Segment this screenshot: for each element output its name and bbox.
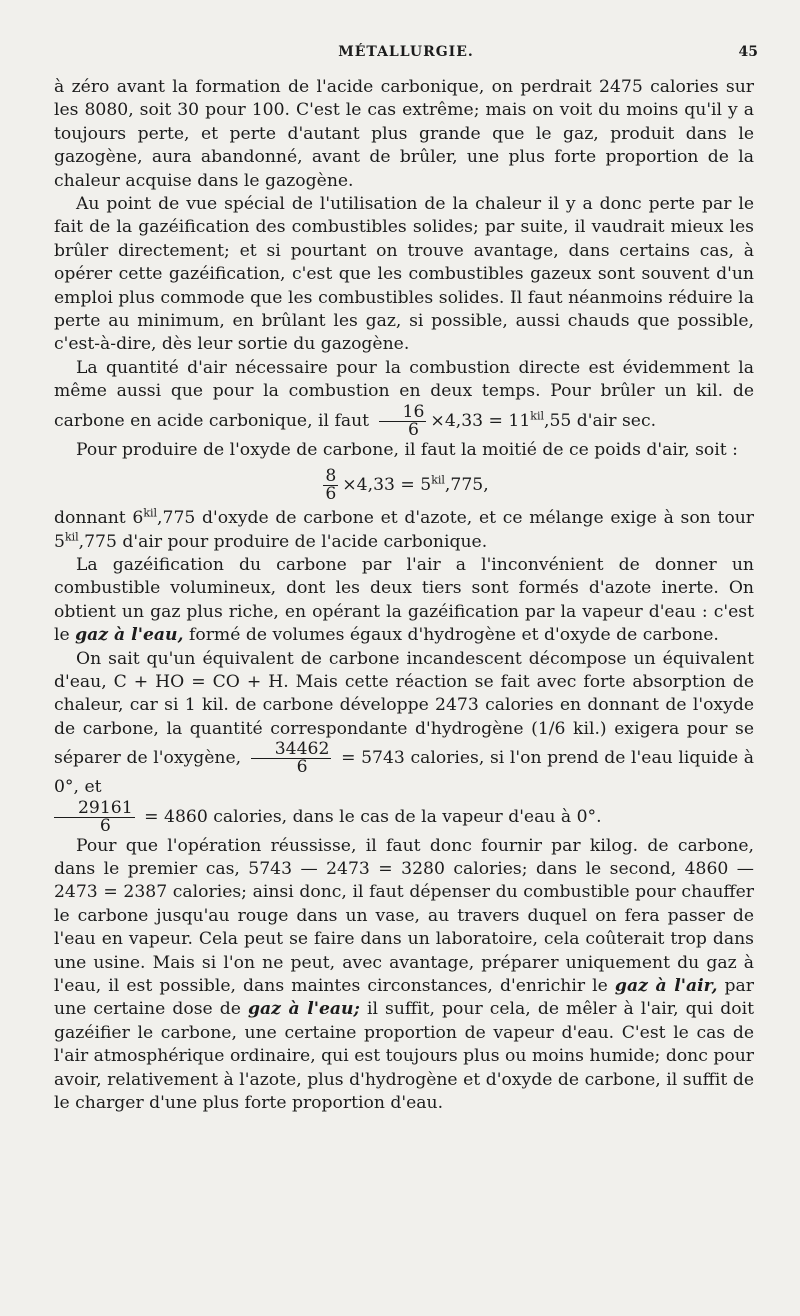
unit-sup: kil	[530, 408, 544, 422]
fraction-8-6	[323, 468, 338, 503]
paragraph-2: Au point de vue spécial de l'utilisation de la chaleur il y a donc perte par le fait de la gazéification des combustibles solides; par suite, il vaudrait mieux les brûler directement; et si pourtant on trouve avantage, dans certains cas, à opérer cette gazéification, c'est que les combustibles gazeux sont souvent d'un emploi plus commode que les combustibles solides. Il faut néanmoins réduire la perte au minimum, en brûlant les gaz, si possible, aussi chauds que possible, c'est-à-dire, dès leur sortie du gazogène.	[54, 194, 754, 355]
paragraph-8	[54, 835, 754, 1116]
unit-sup: kil	[143, 506, 158, 520]
p7-text-b: = 5743 calories, si l'on prend de l'eau liquide à 0°, et	[54, 748, 754, 798]
unit-sup: kil	[431, 473, 445, 487]
frac-numerator: 16	[379, 404, 427, 422]
formula-line-4	[54, 468, 754, 503]
fraction-16-6	[379, 401, 427, 440]
frac-denominator: 6	[408, 419, 419, 440]
p8-text-b: par une certaine dose de	[54, 976, 755, 1020]
gaz-a-l-eau-term-2: gaz à l'eau;	[247, 999, 360, 1020]
p6-text-b: formé de volumes égaux d'hydrogène et d'oxyde de carbone.	[188, 625, 719, 646]
p8-text-a: Pour que l'opération réussisse, il faut donc fournir par kilog. de carbone, dans le premier cas, 5743 — 2473 = 3280 calories; dans le second, 4860 — 2473 = 2387 calories; ainsi donc, il faut dépenser du combustible pour chauffer le carbone jusqu'au rouge dans un vase, au travers duquel on fera passer de l'eau en vapeur. Cela peut se faire dans un laboratoire, cela coûterait trop dans une usine. Mais si l'on ne peut, avec avantage, préparer uniquement du gaz à l'eau, il est possible, dans maintes circonstances, d'enrichir le	[54, 835, 754, 996]
p6-text-a: La gazéification du carbone par l'air a l'inconvénient de donner un combustible volumineux, dont les deux tiers sont formés d'azote inerte. On obtient un gaz plus riche, en opérant la gazéification par la vapeur d'eau : c'est le	[54, 554, 754, 646]
frac-denominator: 6	[296, 757, 308, 778]
paragraph-6	[54, 554, 754, 648]
fraction-29161-6	[54, 797, 135, 836]
p5-text-c: ,775 d'air pour produire de l'acide carbonique.	[78, 531, 488, 552]
p4-text-c: ,775,	[444, 475, 489, 496]
p5-text-b: ,775 d'oxyde de carbone et d'azote, et ce mélange exige à son tour 5	[54, 508, 754, 552]
p5-text-a: donnant 6	[54, 508, 144, 529]
paragraph-5	[54, 507, 754, 554]
running-title: MÉTALLURGIE.	[338, 44, 474, 60]
p3-text-a: La quantité d'air nécessaire pour la combustion directe est évidemment la même aussi que pour la combustion en deux temps. Pour brûler un kil. de carbone en acide carbonique, il faut	[54, 357, 754, 431]
p8-text-c: il suffit, pour cela, de mêler à l'air, qui doit gazéifier le carbone, une certaine proportion de vapeur d'eau. C'est le cas de l'air atmosphérique ordinaire, qui est toujours plus ou moins humide; donc pour avoir, relativement à l'azote, plus d'hydrogène et d'oxyde de carbone, il suffit de le charger d'une plus forte proportion d'eau.	[54, 999, 754, 1114]
page-number: 45	[738, 44, 758, 60]
p3-text-c: ,55 d'air sec.	[544, 410, 657, 431]
p7-text-c: = 4860 calories, dans le cas de la vapeur d'eau à 0°.	[144, 806, 602, 827]
unit-sup: kil	[64, 529, 79, 543]
frac-denominator: 6	[325, 484, 337, 505]
paragraph-1: à zéro avant la formation de l'acide carbonique, on perdrait 2475 calories sur les 8080, soit 30 pour 100. C'est le cas extrême; mais on voit du moins qu'il y a toujours perte, et perte d'autant plus grande que le gaz, produit dans le gazogène, aura abandonné, avant de brûler, une plus forte proportion de la chaleur acquise dans le gazogène.	[54, 77, 754, 191]
p3-text-b: ×4,33 = 11	[430, 410, 531, 431]
gaz-a-l-eau-term: gaz à l'eau,	[75, 625, 184, 646]
frac-denominator: 6	[99, 815, 111, 836]
running-head	[54, 44, 758, 68]
body-text	[54, 76, 754, 1115]
paragraph-7	[54, 648, 754, 835]
frac-numerator: 29161	[54, 800, 135, 818]
frac-numerator: 34462	[251, 741, 332, 759]
frac-numerator: 8	[325, 466, 337, 487]
fraction-34462-6	[251, 741, 332, 776]
p4-text-b: ×4,33 = 5	[342, 475, 432, 496]
gaz-a-l-air-term: gaz à l'air,	[614, 976, 718, 996]
paragraph-4: Pour produire de l'oxyde de carbone, il faut la moitié de ce poids d'air, soit :	[76, 439, 738, 460]
p7-text-a: On sait qu'un équivalent de carbone incandescent décompose un équivalent d'eau, C + HO = CO + H. Mais cette réaction se fait avec forte absorption de chaleur, car si 1 kil. de carbone développe 2473 calories en donnant de l'oxyde de carbone, la quantité correspondante d'hydrogène (1/6 kil.) exigera pour se séparer de l'oxygène,	[54, 648, 754, 769]
paragraph-3	[54, 357, 754, 439]
